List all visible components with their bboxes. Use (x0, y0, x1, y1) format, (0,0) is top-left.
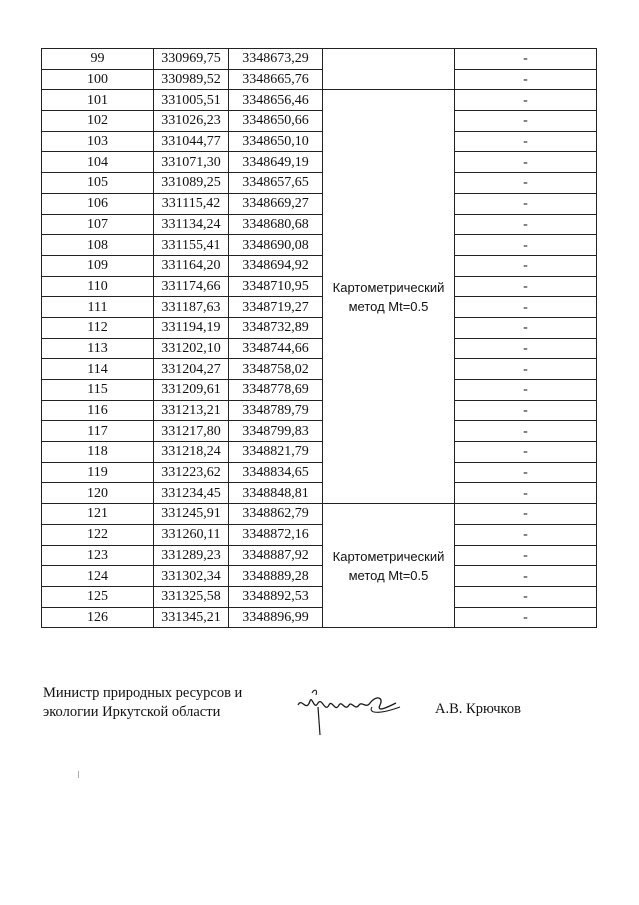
table-row (42, 193, 597, 214)
point-number-cell: 123 (42, 545, 154, 566)
point-number-cell: 126 (42, 607, 154, 628)
table-row (42, 338, 597, 359)
y-coordinate-cell: 3348789,79 (229, 400, 323, 421)
y-coordinate-cell: 3348665,76 (229, 69, 323, 90)
point-number-cell: 100 (42, 69, 154, 90)
point-number-cell: 117 (42, 421, 154, 442)
table-row (42, 566, 597, 587)
point-number-cell: 115 (42, 380, 154, 401)
x-coordinate-cell: 331209,61 (154, 380, 229, 401)
point-number-cell: 103 (42, 131, 154, 152)
note-cell: - (455, 586, 597, 607)
point-number-cell: 121 (42, 504, 154, 525)
x-coordinate-cell: 331218,24 (154, 442, 229, 463)
table-row (42, 235, 597, 256)
table-row (42, 545, 597, 566)
note-cell: - (455, 400, 597, 421)
position-line-2: экологии Иркутской области (43, 704, 221, 720)
y-coordinate-cell: 3348673,29 (229, 49, 323, 70)
table-row (42, 421, 597, 442)
y-coordinate-cell: 3348657,65 (229, 173, 323, 194)
x-coordinate-cell: 331005,51 (154, 90, 229, 111)
x-coordinate-cell: 331071,30 (154, 152, 229, 173)
y-coordinate-cell: 3348872,16 (229, 524, 323, 545)
y-coordinate-cell: 3348892,53 (229, 586, 323, 607)
note-cell: - (455, 131, 597, 152)
point-number-cell: 109 (42, 255, 154, 276)
note-cell: - (455, 504, 597, 525)
x-coordinate-cell: 331345,21 (154, 607, 229, 628)
note-cell: - (455, 235, 597, 256)
y-coordinate-cell: 3348719,27 (229, 297, 323, 318)
x-coordinate-cell: 331260,11 (154, 524, 229, 545)
y-coordinate-cell: 3348650,66 (229, 111, 323, 132)
y-coordinate-cell: 3348710,95 (229, 276, 323, 297)
point-number-cell: 110 (42, 276, 154, 297)
coordinates-table-body (42, 49, 597, 628)
y-coordinate-cell: 3348778,69 (229, 380, 323, 401)
table-row (42, 359, 597, 380)
signatory-position (43, 684, 242, 722)
note-cell: - (455, 317, 597, 338)
point-number-cell: 99 (42, 49, 154, 70)
note-cell: - (455, 193, 597, 214)
x-coordinate-cell: 331325,58 (154, 586, 229, 607)
point-number-cell: 105 (42, 173, 154, 194)
note-cell: - (455, 462, 597, 483)
point-number-cell: 102 (42, 111, 154, 132)
x-coordinate-cell: 331115,42 (154, 193, 229, 214)
point-number-cell: 119 (42, 462, 154, 483)
table-row (42, 49, 597, 70)
point-number-cell: 112 (42, 317, 154, 338)
table-row (42, 131, 597, 152)
method-cell (323, 504, 455, 628)
y-coordinate-cell: 3348649,19 (229, 152, 323, 173)
note-cell: - (455, 607, 597, 628)
note-cell: - (455, 69, 597, 90)
x-coordinate-cell: 331213,21 (154, 400, 229, 421)
point-number-cell: 111 (42, 297, 154, 318)
x-coordinate-cell: 331187,63 (154, 297, 229, 318)
table-row (42, 380, 597, 401)
note-cell: - (455, 255, 597, 276)
table-row (42, 69, 597, 90)
table-row (42, 173, 597, 194)
y-coordinate-cell: 3348680,68 (229, 214, 323, 235)
note-cell: - (455, 483, 597, 504)
note-cell: - (455, 524, 597, 545)
y-coordinate-cell: 3348758,02 (229, 359, 323, 380)
x-coordinate-cell: 331245,91 (154, 504, 229, 525)
point-number-cell: 106 (42, 193, 154, 214)
point-number-cell: 124 (42, 566, 154, 587)
signer-name: А.В. Крючков (435, 701, 521, 717)
method-cell (323, 49, 455, 90)
x-coordinate-cell: 331223,62 (154, 462, 229, 483)
y-coordinate-cell: 3348650,10 (229, 131, 323, 152)
y-coordinate-cell: 3348669,27 (229, 193, 323, 214)
table-row (42, 462, 597, 483)
x-coordinate-cell: 331174,66 (154, 276, 229, 297)
x-coordinate-cell: 331026,23 (154, 111, 229, 132)
coordinates-table (41, 48, 597, 628)
table-row (42, 586, 597, 607)
point-number-cell: 104 (42, 152, 154, 173)
point-number-cell: 116 (42, 400, 154, 421)
x-coordinate-cell: 331155,41 (154, 235, 229, 256)
table-row (42, 524, 597, 545)
y-coordinate-cell: 3348732,89 (229, 317, 323, 338)
table-row (42, 607, 597, 628)
y-coordinate-cell: 3348799,83 (229, 421, 323, 442)
x-coordinate-cell: 331202,10 (154, 338, 229, 359)
table-row (42, 276, 597, 297)
note-cell: - (455, 111, 597, 132)
table-row (42, 214, 597, 235)
note-cell: - (455, 276, 597, 297)
x-coordinate-cell: 331134,24 (154, 214, 229, 235)
point-number-cell: 113 (42, 338, 154, 359)
table-row (42, 111, 597, 132)
x-coordinate-cell: 331204,27 (154, 359, 229, 380)
table-row (42, 297, 597, 318)
method-line-2: метод Mt=0.5 (348, 567, 429, 583)
y-coordinate-cell: 3348834,65 (229, 462, 323, 483)
point-number-cell: 101 (42, 90, 154, 111)
x-coordinate-cell: 331302,34 (154, 566, 229, 587)
note-cell: - (455, 49, 597, 70)
point-number-cell: 122 (42, 524, 154, 545)
y-coordinate-cell: 3348744,66 (229, 338, 323, 359)
method-line-1: Картометрический (332, 548, 445, 564)
y-coordinate-cell: 3348887,92 (229, 545, 323, 566)
x-coordinate-cell: 331289,23 (154, 545, 229, 566)
table-row (42, 90, 597, 111)
note-cell: - (455, 297, 597, 318)
y-coordinate-cell: 3348862,79 (229, 504, 323, 525)
note-cell: - (455, 566, 597, 587)
y-coordinate-cell: 3348896,99 (229, 607, 323, 628)
note-cell: - (455, 421, 597, 442)
note-cell: - (455, 152, 597, 173)
y-coordinate-cell: 3348690,08 (229, 235, 323, 256)
point-number-cell: 114 (42, 359, 154, 380)
table-row (42, 317, 597, 338)
x-coordinate-cell: 331234,45 (154, 483, 229, 504)
point-number-cell: 108 (42, 235, 154, 256)
method-line-2: метод Mt=0.5 (348, 298, 429, 314)
table-row (42, 483, 597, 504)
note-cell: - (455, 359, 597, 380)
table-row (42, 255, 597, 276)
y-coordinate-cell: 3348656,46 (229, 90, 323, 111)
x-coordinate-cell: 330989,52 (154, 69, 229, 90)
point-number-cell: 118 (42, 442, 154, 463)
note-cell: - (455, 90, 597, 111)
point-number-cell: 120 (42, 483, 154, 504)
note-cell: - (455, 380, 597, 401)
note-cell: - (455, 545, 597, 566)
method-cell (323, 90, 455, 504)
note-cell: - (455, 442, 597, 463)
scan-artifact (78, 771, 79, 778)
method-line-1: Картометрический (332, 279, 445, 295)
x-coordinate-cell: 330969,75 (154, 49, 229, 70)
x-coordinate-cell: 331164,20 (154, 255, 229, 276)
y-coordinate-cell: 3348694,92 (229, 255, 323, 276)
x-coordinate-cell: 331217,80 (154, 421, 229, 442)
position-line-1: Министр природных ресурсов и (43, 685, 243, 701)
note-cell: - (455, 214, 597, 235)
table-row (42, 152, 597, 173)
note-cell: - (455, 338, 597, 359)
x-coordinate-cell: 331089,25 (154, 173, 229, 194)
table-row (42, 400, 597, 421)
table-row (42, 442, 597, 463)
note-cell: - (455, 173, 597, 194)
x-coordinate-cell: 331044,77 (154, 131, 229, 152)
point-number-cell: 125 (42, 586, 154, 607)
table-row (42, 504, 597, 525)
y-coordinate-cell: 3348821,79 (229, 442, 323, 463)
y-coordinate-cell: 3348889,28 (229, 566, 323, 587)
x-coordinate-cell: 331194,19 (154, 317, 229, 338)
y-coordinate-cell: 3348848,81 (229, 483, 323, 504)
handwritten-signature (292, 683, 412, 738)
point-number-cell: 107 (42, 214, 154, 235)
